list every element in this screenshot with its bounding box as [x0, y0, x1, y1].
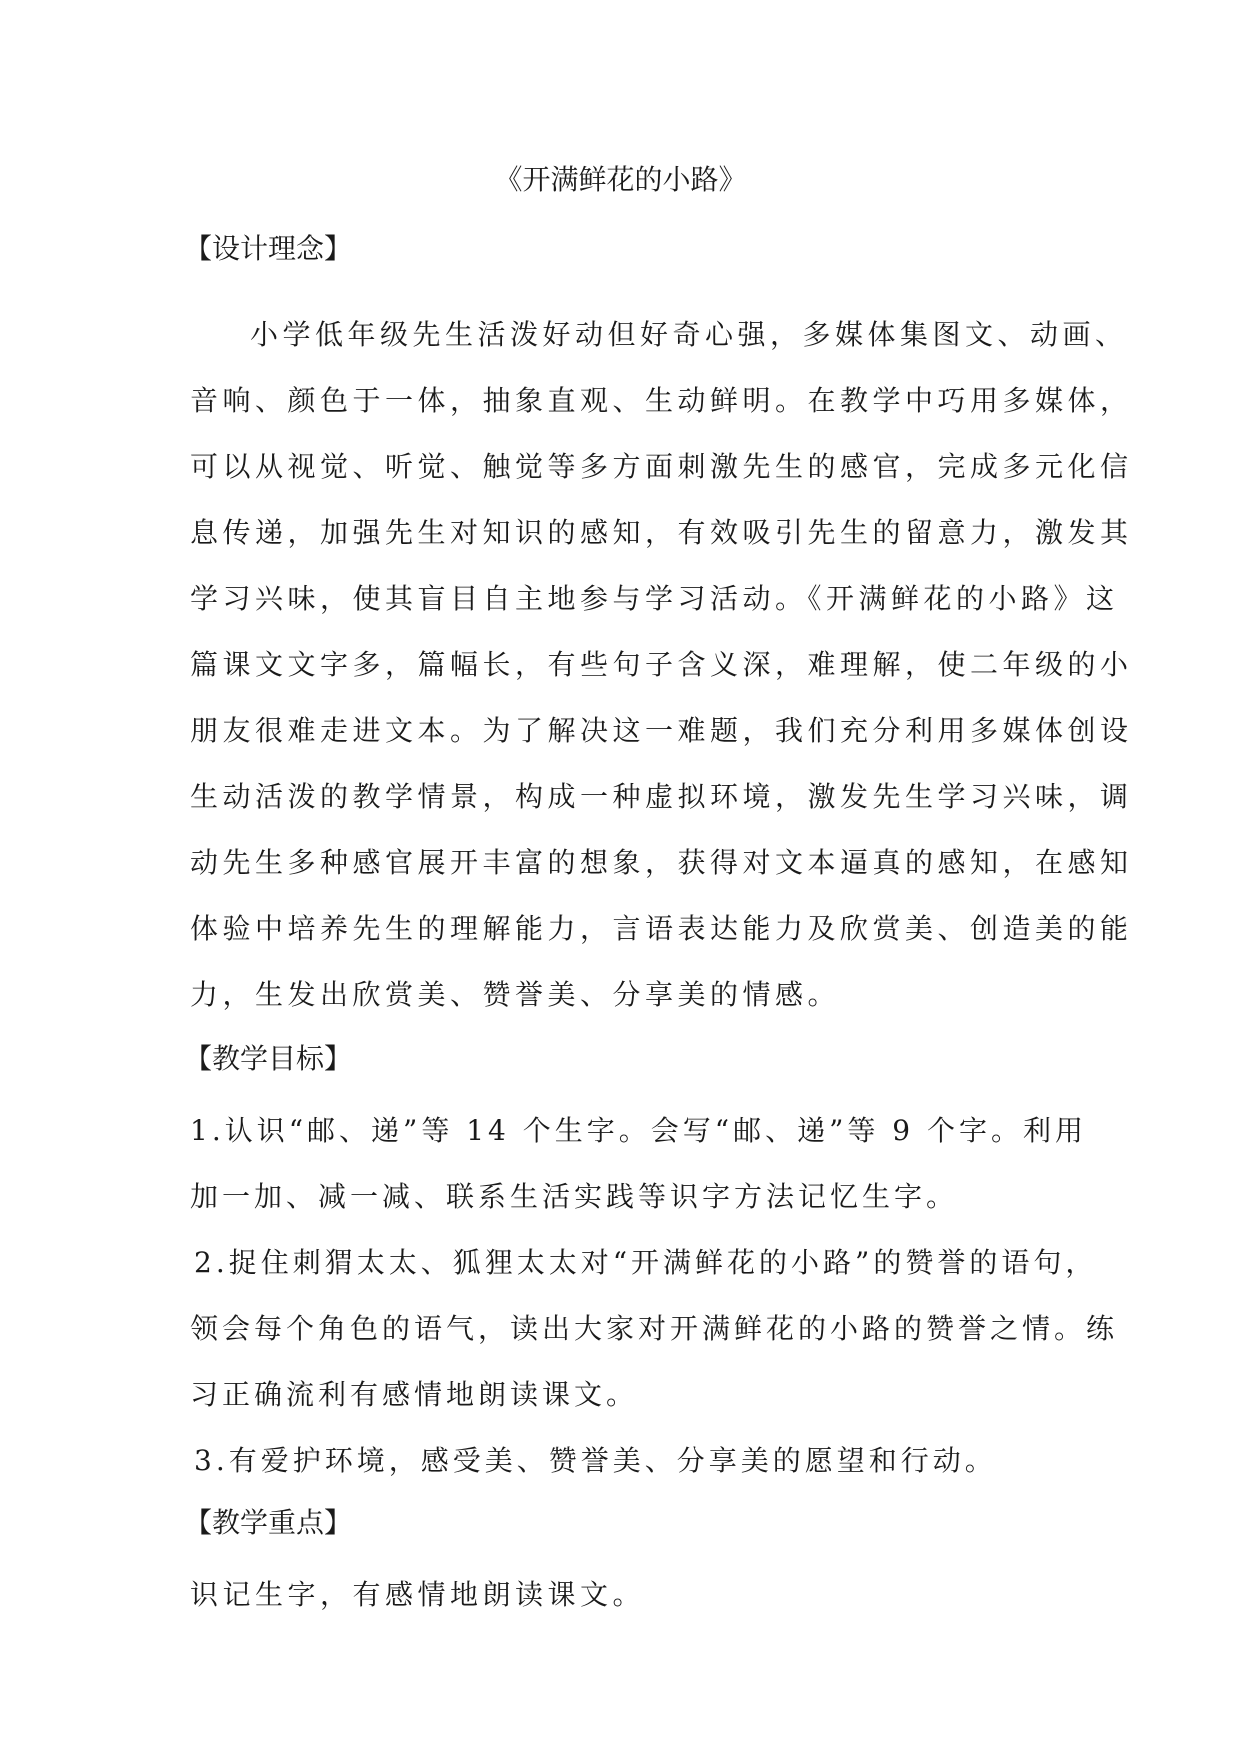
paragraph-line: 息传递，加强先生对知识的感知，有效吸引先生的留意力，激发其	[190, 516, 1133, 549]
paragraph-line: 音响、颜色于一体，抽象直观、生动鲜明。在教学中巧用多媒体，	[190, 384, 1133, 417]
keypoint-line: 识记生字，有感情地朗读课文。	[190, 1578, 646, 1611]
objective-line: 1.认识“邮、递”等 14 个生字。会写“邮、递”等 9 个字。利用	[190, 1114, 1088, 1147]
paragraph-line: 学习兴味，使其盲目自主地参与学习活动。《开满鲜花的小路》这	[190, 582, 1119, 615]
paragraph-line: 篇课文文字多，篇幅长，有些句子含义深，难理解，使二年级的小	[190, 648, 1133, 681]
section-heading-objectives: 【教学目标】	[184, 1042, 353, 1075]
section-heading-keypoints: 【教学重点】	[184, 1506, 353, 1539]
document-body	[184, 226, 1133, 1628]
objective-line: 3.有爱护环境，感受美、赞誉美、分享美的愿望和行动。	[194, 1444, 997, 1477]
objective-line: 领会每个角色的语气，读出大家对开满鲜花的小路的赞誉之情。练	[190, 1312, 1119, 1345]
paragraph-line: 可以从视觉、听觉、触觉等多方面刺激先生的感官，完成多元化信	[190, 450, 1133, 483]
document-title: 《开满鲜花的小路》	[494, 163, 747, 196]
objective-line: 习正确流利有感情地朗读课文。	[190, 1378, 639, 1411]
paragraph-line: 朋友很难走进文本。为了解决这一难题，我们充分利用多媒体创设	[190, 714, 1133, 747]
design-paragraph	[190, 302, 1133, 1028]
objectives-list	[190, 1098, 1119, 1494]
paragraph-line: 体验中培养先生的理解能力，言语表达能力及欣赏美、创造美的能	[190, 912, 1133, 945]
paragraph-line: 力，生发出欣赏美、赞誉美、分享美的情感。	[190, 978, 841, 1011]
objective-line: 加一加、减一减、联系生活实践等识字方法记忆生字。	[190, 1180, 959, 1213]
objective-line: 2.捉住刺猬太太、狐狸太太对“开满鲜花的小路”的赞誉的语句，	[194, 1246, 1098, 1279]
paragraph-line: 小学低年级先生活泼好动但好奇心强，多媒体集图文、动画、	[250, 318, 1128, 351]
paragraph-line: 生动活泼的教学情景，构成一种虚拟环境，激发先生学习兴味，调	[190, 780, 1133, 813]
keypoints-paragraph	[190, 1562, 1070, 1628]
paragraph-line: 动先生多种感官展开丰富的想象，获得对文本逼真的感知，在感知	[190, 846, 1133, 879]
section-heading-design: 【设计理念】	[184, 232, 353, 265]
